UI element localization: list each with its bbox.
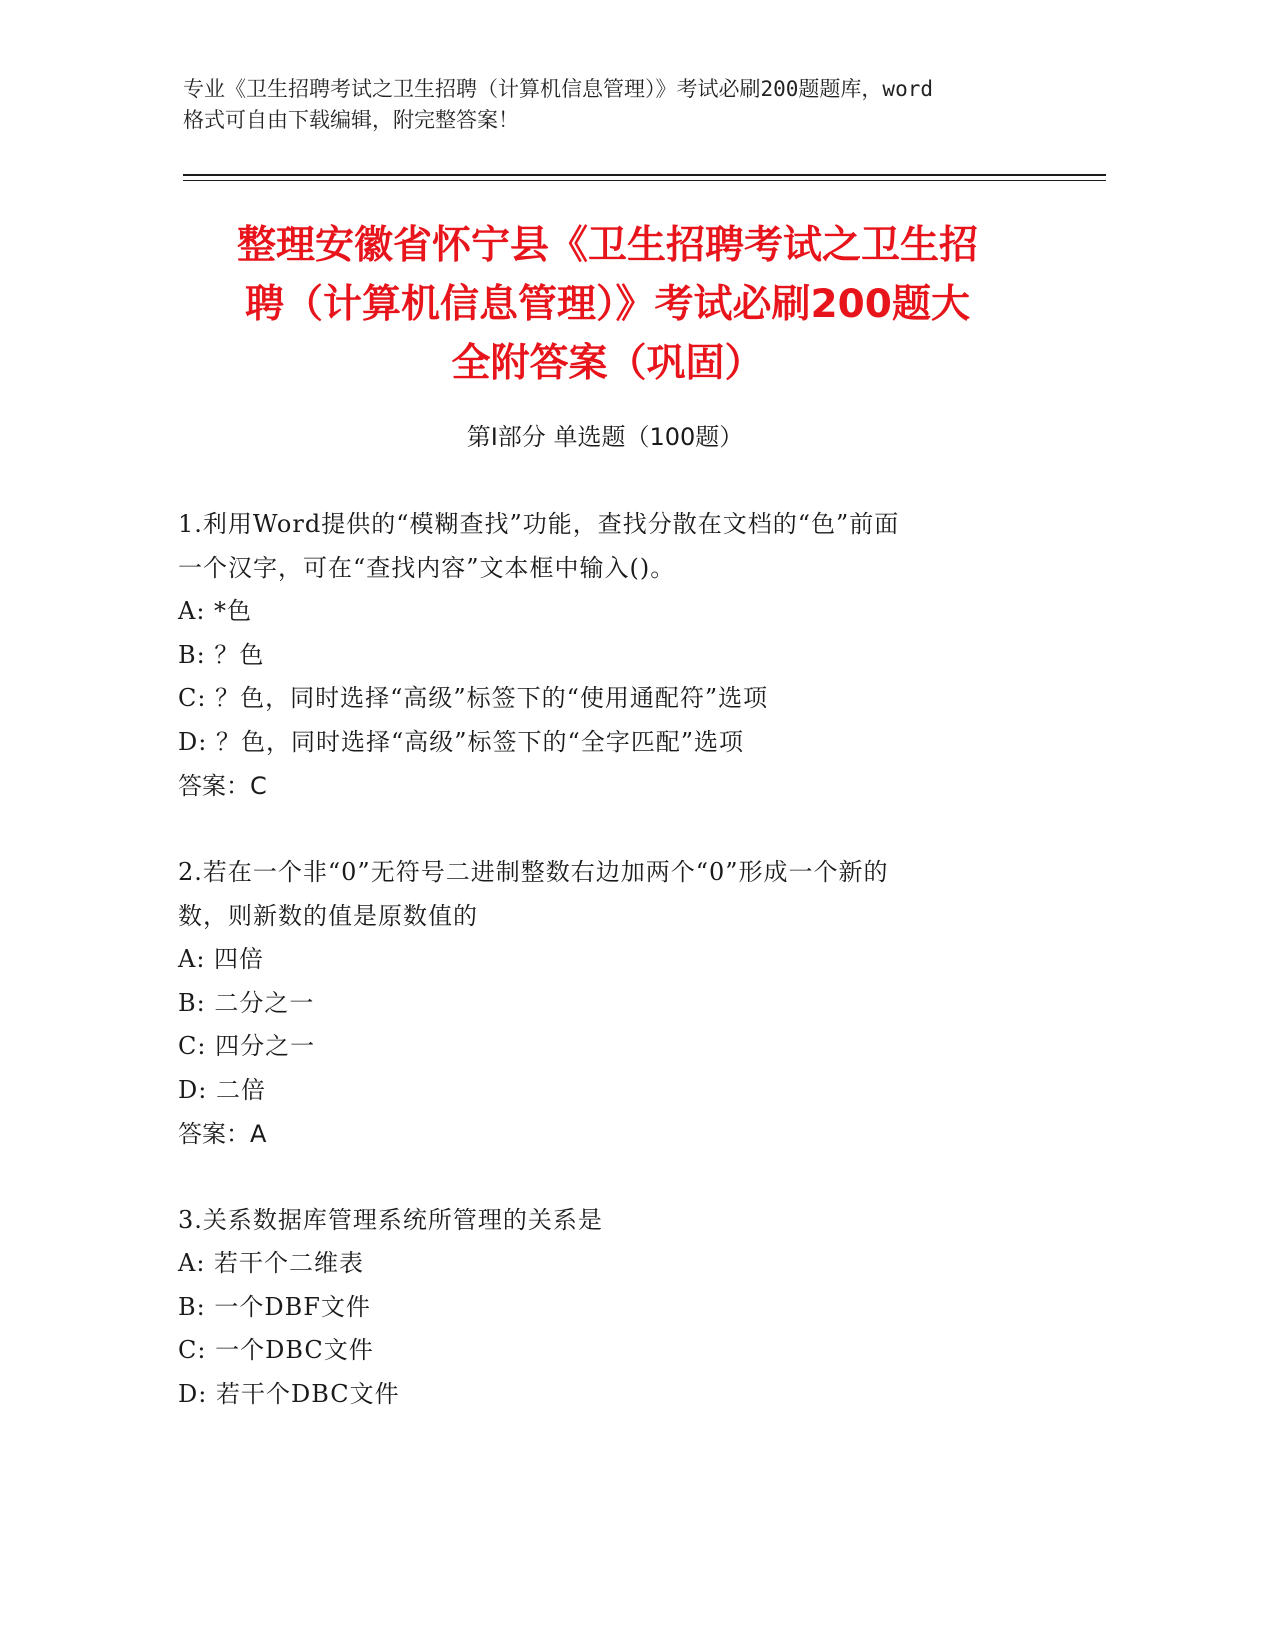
document-title-line3: 全附答案（巩固） [451, 341, 764, 386]
header-divider-thin [183, 180, 1106, 181]
option-b: B: 二分之一 [178, 988, 315, 1017]
option-b: B: ？色 [178, 640, 265, 669]
question-2 [178, 850, 1038, 1157]
option-a: A: 若干个二维表 [178, 1249, 365, 1277]
question-stem-line: 1.利用Word提供的“模糊查找”功能，查找分散在文档的“色”前面 [178, 510, 900, 538]
option-c: C: 一个DBC文件 [178, 1336, 374, 1364]
answer: 答案：C [178, 772, 267, 800]
document-title-line2: 聘（计算机信息管理）》考试必刷200题大 [245, 282, 970, 327]
question-stem-line: 2.若在一个非“0”无符号二进制整数右边加两个“0”形成一个新的 [178, 858, 889, 886]
option-d: D: ？色，同时选择“高级”标签下的“全字匹配”选项 [178, 727, 745, 756]
header-divider-thick [183, 174, 1106, 176]
header-note-line1: 专业《卫生招聘考试之卫生招聘（计算机信息管理）》考试必刷200题题库，word [183, 77, 933, 101]
option-d: D: 若干个DBC文件 [178, 1379, 400, 1408]
question-3 [178, 1198, 1038, 1416]
section-heading: 第Ⅰ部分 单选题（100题） [466, 423, 744, 451]
header-note-line2: 格式可自由下载编辑，附完整答案！ [183, 108, 519, 132]
header-note [183, 74, 1083, 136]
question-1 [178, 502, 1038, 809]
option-a: A: *色 [178, 597, 253, 625]
question-list [178, 502, 1038, 1457]
document-title [175, 216, 1040, 393]
question-stem-line: 3.关系数据库管理系统所管理的关系是 [178, 1206, 603, 1234]
option-c: C: ？色，同时选择“高级”标签下的“使用通配符”选项 [178, 684, 769, 712]
answer: 答案：A [178, 1120, 267, 1148]
document-title-line1: 整理安徽省怀宁县《卫生招聘考试之卫生招 [236, 223, 978, 268]
option-d: D: 二倍 [178, 1075, 266, 1104]
option-b: B: 一个DBF文件 [178, 1292, 371, 1321]
question-stem-line: 数，则新数的值是原数值的 [178, 902, 478, 930]
question-stem-line: 一个汉字，可在“查找内容”文本框中输入()。 [178, 554, 676, 582]
option-a: A: 四倍 [178, 945, 265, 973]
option-c: C: 四分之一 [178, 1032, 316, 1060]
